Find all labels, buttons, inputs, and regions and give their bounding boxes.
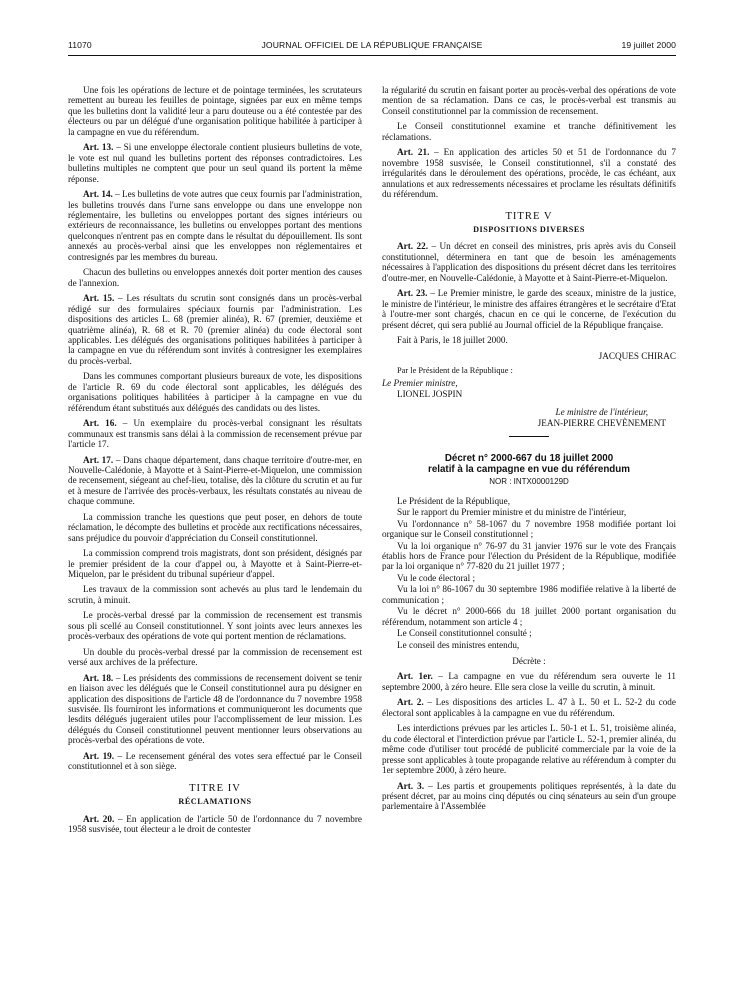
paragraph (382, 628, 676, 638)
paragraph (68, 371, 362, 413)
article-number: Art. 15. (83, 293, 115, 304)
paragraph-text: La commission comprend trois magistrats, dont son président, désignés par le premier président de la cour d'appel ou, à Mayotte et à Saint-Pierre-et-Miquelon, par le président du tribunal supérieur d'appel. (68, 548, 362, 580)
article-number: Art. 21. (397, 147, 430, 158)
article-number: Art. 19. (83, 750, 115, 761)
section-separator (509, 436, 549, 437)
paragraph (68, 584, 362, 605)
paragraph-text: – Le recensement général des votes sera effectué par le Conseil constitutionnel et à son siège. (68, 750, 362, 772)
left-paragraphs (68, 85, 362, 772)
article-paragraph (382, 147, 676, 199)
ministre-interieur-label: Le ministre de l'intérieur, (555, 407, 648, 418)
paragraph-text: – Un exemplaire du procès-verbal consignant les résultats communaux est transmis sans délai à la commission de recensement prévue par l'article 17. (68, 418, 362, 450)
paragraph-text: Les travaux de la commission sont achevés au plus tard le lendemain du scrutin, à minuit. (68, 584, 362, 605)
paragraph-text: – En application de l'article 50 de l'ordonnance du 7 novembre 1958 susvisée, tout électeur a le droit de contester (68, 813, 362, 835)
paragraph (68, 267, 362, 288)
paragraph (68, 512, 362, 543)
paragraph-text: – Le Premier ministre, le garde des sceaux, ministre de la justice, le ministre de l'intérieur, le ministre des affaires étrangères et le secrétaire d'Etat à l'outre-mer sont chargés, chacun en ce qui le concerne, de l'exécution du présent décret, qui sera publié au Journal officiel de la République française. (382, 288, 676, 330)
president-signature: JACQUES CHIRAC (598, 350, 676, 361)
page-number: 11070 (68, 40, 92, 50)
article-number: Art. 18. (83, 672, 114, 683)
paragraph (382, 507, 676, 517)
article-paragraph (68, 751, 362, 772)
header-rule (68, 55, 676, 56)
paragraph (68, 647, 362, 668)
right-column (382, 85, 676, 985)
article-number: Art. 22. (397, 241, 429, 252)
paragraph (68, 610, 362, 641)
left-after-paragraphs (68, 814, 362, 835)
paragraph (68, 85, 362, 137)
paragraph (68, 548, 362, 579)
right-paragraphs (382, 85, 676, 200)
page-header (68, 40, 676, 54)
article-paragraph (382, 671, 676, 692)
paragraph-text: Un double du procès-verbal dressé par la commission de recensement est versé aux archives de la préfecture. (68, 646, 362, 668)
right-after-v-paragraphs (382, 241, 676, 330)
paragraph-text: – En application des articles 50 et 51 de l'ordonnance du 7 novembre 1958 susvisée, le Conseil constitutionnel, s'il a constaté des irrégularités dans le déroulement des opérations, procède, le cas échéant, aux annulations et aux redressements nécessaires et proclame les résultats définitifs du référendum. (382, 147, 676, 200)
paragraph-text: – Les dispositions des articles L. 47 à L. 50 et L. 52-2 du code électoral sont applicables à la campagne en vue du référendum. (382, 697, 676, 718)
article-number: Art. 23. (397, 288, 428, 299)
paragraph-text: Le procès-verbal dressé par la commission de recensement est transmis sous pli scellé au Conseil constitutionnel. Y sont joints avec leurs annexes les procès-verbaux des opérations de vote qui portent mention de réclamations. (68, 610, 362, 642)
paragraph-text: Le Conseil constitutionnel consulté ; (397, 628, 532, 639)
article-number: Art. 13. (83, 142, 114, 153)
publication-date: 19 juillet 2000 (621, 40, 676, 50)
paragraph-text: Vu le code électoral ; (397, 572, 476, 583)
par-le-president: Par le Président de la République : (397, 365, 513, 375)
article-number: Art. 1er. (397, 671, 433, 682)
journal-title: JOURNAL OFFICIEL DE LA RÉPUBLIQUE FRANÇAISE (261, 40, 483, 50)
paragraph-text: Sur le rapport du Premier ministre et du ministre de l'intérieur, (397, 507, 627, 518)
article-paragraph (68, 455, 362, 507)
paragraph (382, 496, 676, 506)
paragraph (382, 606, 676, 627)
paragraph-text: Le Président de la République, (397, 495, 511, 506)
article-paragraph (68, 418, 362, 449)
decret-preamble (382, 496, 676, 650)
article-number: Art. 2. (397, 697, 424, 708)
article-number: Art. 14. (83, 189, 113, 200)
article-paragraph (382, 697, 676, 718)
paragraph (382, 573, 676, 583)
paragraph-text: Vu la loi organique n° 76-97 du 31 janvier 1976 sur le vote des Français établis hors de France pour l'élection du Président de la République, modifiée par la loi organique n° 77-820 du 21 juillet 1977 ; (382, 540, 676, 572)
paragraph-text: la régularité du scrutin en faisant porter au procès-verbal des opérations de vote mention de sa réclamation. Dans ce cas, le procès-verbal est transmis au Conseil constitutionnel par la commission de recensement. (382, 85, 676, 116)
decret-title-line1: Décret n° 2000-667 du 18 juillet 2000 (444, 453, 614, 465)
premier-ministre-name: LIONEL JOSPIN (397, 388, 463, 399)
decret-title-line2: relatif à la campagne en vue du référendum (428, 464, 630, 476)
article-paragraph (68, 189, 362, 262)
paragraph-text: – Dans chaque département, dans chaque territoire d'outre-mer, en Nouvelle-Calédonie, à Mayotte et à Saint-Pierre-et-Miquelon, une commission de recensement, siégeant au chef-lieu, totalise, dès la clôture du scrutin et au fur et à mesure de l'arrivée des procès-verbaux, les résultats constatés au niveau de chaque commune. (68, 454, 362, 507)
left-column (68, 85, 362, 985)
paragraph-text: – La campagne en vue du référendum sera ouverte le 11 septembre 2000, à zéro heure. Elle sera close la veille du scrutin, à minuit. (382, 671, 676, 692)
article-paragraph (68, 293, 362, 366)
article-paragraph (382, 241, 676, 283)
article-paragraph (68, 673, 362, 746)
paragraph-text: Dans les communes comportant plusieurs bureaux de vote, les dispositions de l'article R. 69 du code électoral sont applicables, les délégués des organisations politiques habilitées à participer à la campagne en vue du référendum étant substitués aux délégués des candidats ou des listes. (68, 371, 362, 413)
decrete-line: Décrète : (512, 656, 546, 667)
decret-title (382, 453, 676, 475)
titre-iv-subtitle: RÉCLAMATIONS (178, 797, 252, 807)
ministre-interieur-name: JEAN-PIERRE CHEVÈNEMENT (537, 417, 666, 428)
article-number: Art. 17. (83, 454, 114, 465)
paragraph-text: Chacun des bulletins ou enveloppes annexés doit porter mention des causes de l'annexion. (68, 267, 362, 288)
paragraph (382, 541, 676, 572)
paragraph-text: Vu l'ordonnance n° 58-1067 du 7 novembre 1958 modifiée portant loi organique sur le Conseil constitutionnel ; (382, 518, 676, 540)
article-number: Art. 16. (83, 418, 117, 429)
paragraph (382, 584, 676, 605)
paragraph-text: – Les présidents des commissions de recensement doivent se tenir en liaison avec les délégués que le Conseil constitutionnel aura pu désigner en application des dispositions de l'article 48 de l'ordonnance du 7 novembre 1958 susvisée. Ils fourniront les informations et communiqueront les documents que lesdits délégués jugeraient utiles pour l'accomplissement de leur mission. Les délégués du Conseil constitutionnel peuvent mentionner leurs observations au procès-verbal des opérations de vote. (68, 672, 362, 746)
titre-v-subtitle: DISPOSITIONS DIVERSES (473, 224, 585, 234)
article-paragraph (382, 288, 676, 330)
premier-ministre-label: Le Premier ministre, (382, 378, 458, 389)
paragraph-text: La commission tranche les questions que peut poser, en dehors de toute réclamation, le décompte des bulletins et procède aux rectifications nécessaires, sans préjudice du pouvoir d'appréciation du Conseil constitutionnel. (68, 511, 362, 543)
paragraph-text: – Un décret en conseil des ministres, pris après avis du Conseil constitutionnel, déterminera en tant que de besoin les aménagements nécessaires à l'application des dispositions du présent décret dans les territoires d'outre-mer, en Nouvelle-Calédonie, à Mayotte et à Saint-Pierre-et-Miquelon. (382, 241, 676, 283)
article-paragraph (68, 142, 362, 184)
paragraph-text: – Les bulletins de vote autres que ceux fournis par l'administration, les bulletins trouvés dans l'urne sans enveloppe ou dans une enveloppe non réglementaire, les bulletins ou enveloppes portant des signes intérieurs ou extérieurs de reconnaissance, les bulletins ou enveloppes portant des mentions quelconques n'entrent pas en compte dans le résultat du dépouillement. Ils sont annexés au procès-verbal ainsi que les enveloppes non réglementaires et contresignés par les membres du bureau. (68, 189, 362, 262)
paragraph (382, 723, 676, 775)
paragraph-text: Vu le décret n° 2000-666 du 18 juillet 2000 portant organisation du référendum, notamment son article 4 ; (382, 606, 676, 627)
article-number: Art. 20. (83, 813, 115, 824)
article-paragraph (68, 814, 362, 835)
fait-a-paris: Fait à Paris, le 18 juillet 2000. (397, 335, 508, 346)
paragraph-text: – Les partis et groupements politiques représentés, à la date du présent décret, par au moins cinq députés ou cinq sénateurs au sein d'un groupe parlementaire à l'Assemblée (382, 780, 676, 812)
paragraph-text: Une fois les opérations de lecture et de pointage terminées, les scrutateurs remettent au bureau les feuilles de pointage, signées par eux en même temps que les bulletins dont la validité leur a paru douteuse ou a été contestée par des électeurs ou par un délégué d'une organisation politique habilitée à participer à la campagne en vue du référendum. (68, 85, 362, 137)
titre-v-heading: TITRE V (505, 210, 553, 222)
paragraph-text: Vu la loi n° 86-1067 du 30 septembre 1986 modifiée relative à la liberté de communication ; (382, 584, 676, 605)
titre-iv-heading: TITRE IV (189, 782, 241, 794)
paragraph (382, 85, 676, 116)
paragraph (382, 519, 676, 540)
paragraph (382, 121, 676, 142)
paragraph-text: Le Conseil constitutionnel examine et tranche définitivement les réclamations. (382, 121, 676, 142)
nor-reference: NOR : INTX0000129D (489, 477, 569, 487)
article-paragraph (382, 781, 676, 812)
paragraph-text: – Si une enveloppe électorale contient plusieurs bulletins de vote, le vote est nul quand les bulletins portent des réponses contradictoires. Les bulletins multiples ne comptent que pour un seul quand ils portent la même réponse. (68, 142, 362, 184)
paragraph-text: Le conseil des ministres entendu, (397, 639, 520, 650)
paragraph (382, 640, 676, 650)
paragraph-text: – Les résultats du scrutin sont consignés dans un procès-verbal rédigé sur des formulaires spéciaux fournis par l'administration. Les dispositions des articles L. 68 (premier alinéa), R. 67 (premier, deuxième et quatrième alinéa), R. 68 et R. 70 (premier alinéa) du code électoral sont applicables. Les délégués des organisations politiques habilitées à participer à la campagne en vue du référendum sont invités à contresigner les exemplaires du procès-verbal. (68, 293, 362, 366)
article-number: Art. 3. (397, 780, 425, 791)
decret-articles (382, 671, 676, 811)
paragraph-text: Les interdictions prévues par les articles L. 50-1 et L. 51, troisième alinéa, du code électoral et l'interdiction prévue par l'article L. 52-1, premier alinéa, du même code d'utiliser tout procédé de publicité commerciale par la voie de la presse sont applicables à toute propagande relative au référendum à compter du 1er septembre 2000, à zéro heure. (382, 723, 676, 776)
